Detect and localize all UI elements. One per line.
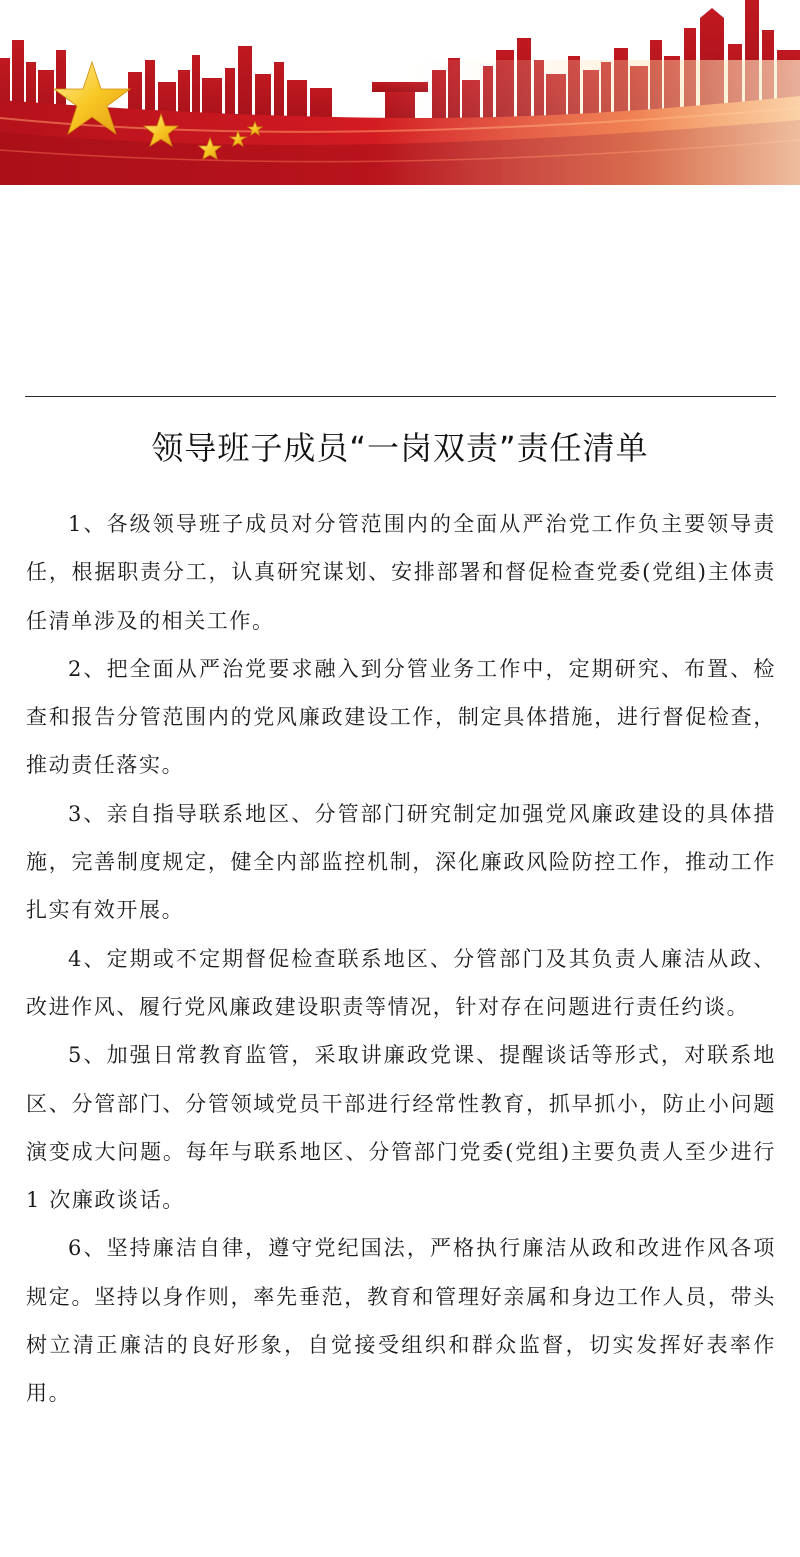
- paragraph-item-6: 6、坚持廉洁自律，遵守党纪国法，严格执行廉洁从政和改进作风各项规定。坚持以身作则，率先垂范，教育和管理好亲属和身边工作人员，带头树立清正廉洁的良好形象，自觉接受组织和群众监督，切实发挥好表率作用。: [26, 1236, 776, 1406]
- paragraph-item-3: 3、亲自指导联系地区、分管部门研究制定加强党风廉政建设的具体措施，完善制度规定，健全内部监控机制，深化廉政风险防控工作，推动工作扎实有效开展。: [26, 801, 776, 923]
- header-banner: [0, 0, 800, 185]
- document-title: 领导班子成员“一岗双责”责任清单: [151, 429, 649, 467]
- paragraph-item-5: 5、加强日常教育监管，采取讲廉政党课、提醒谈话等形式，对联系地区、分管部门、分管领域党员干部进行经常性教育，抓早抓小，防止小问题演变成大问题。每年与联系地区、分管部门党委(党组)主要负责人至少进行 1 次廉政谈话。: [26, 1043, 776, 1213]
- paragraph-item-2: 2、把全面从严治党要求融入到分管业务工作中，定期研究、布置、检查和报告分管范围内的党风廉政建设工作，制定具体措施，进行督促检查，推动责任落实。: [26, 656, 776, 778]
- document-body: [26, 500, 776, 1418]
- city-skyline-banner-graphic: [0, 0, 800, 185]
- paragraph-item-1: 1、各级领导班子成员对分管范围内的全面从严治党工作负主要领导责任，根据职责分工，认真研究谋划、安排部署和督促检查党委(党组)主体责任清单涉及的相关工作。: [26, 512, 776, 633]
- title-divider-line: [25, 396, 776, 397]
- paragraph-item-4: 4、定期或不定期督促检查联系地区、分管部门及其负责人廉洁从政、改进作风、履行党风廉政建设职责等情况，针对存在问题进行责任约谈。: [26, 946, 776, 1019]
